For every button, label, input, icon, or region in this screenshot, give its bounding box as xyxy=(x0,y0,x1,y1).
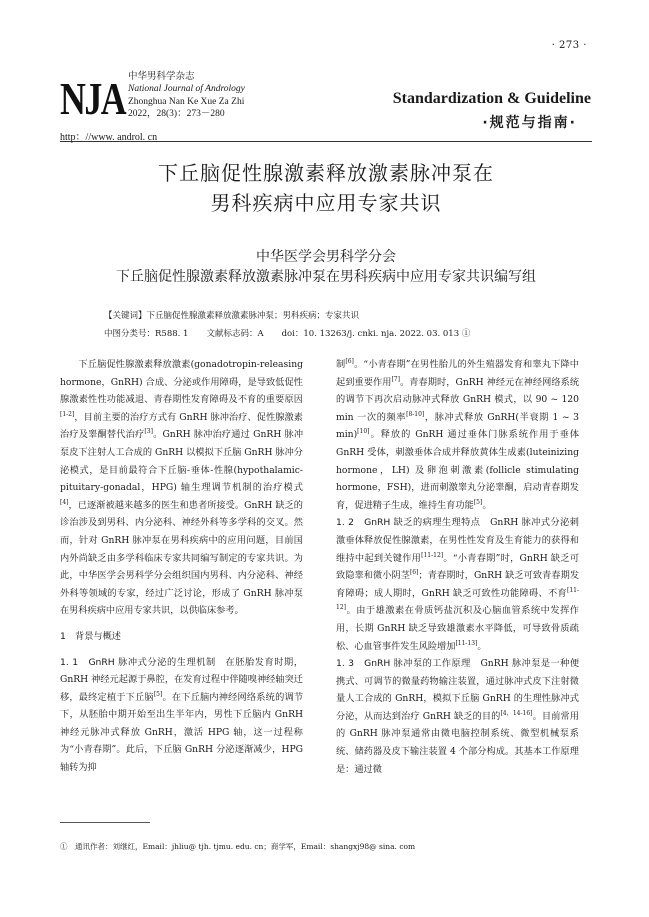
author-line-2: 下丘脑促性腺激素释放激素脉冲泵在男科疾病中应用专家共识编写组 xyxy=(116,269,536,285)
continued-paragraph: 制[6]。“小青春期”在男性胎儿的外生殖器发育和睾丸下降中起到重要作用[7]。青春期时，GnRH 神经元在神经网络系统的调节下再次启动脉冲式释放 GnRH 模式，以 90 ~ 120 min 一次的频率[8-10]，脉冲式释放 GnRH(半衰期 1 ~ 3 min)[10]。释放的 GnRH 通过垂体门脉系统作用于垂体 GnRH 受体，刺激垂体合成并释放黄体生成素(luteinizing hormone，LH) 及卵泡刺激素(follicle stimulating hormone，FSH)，进而刺激睾丸分泌睾酮，启动青春期发育，促进精子生成，维持生育功能[5]。 xyxy=(336,357,580,511)
subsection-number: 1. 2 xyxy=(336,517,354,529)
keywords-label: 【关键词】 xyxy=(104,311,147,321)
journal-name-pinyin: Zhonghua Nan Ke Xue Za Zhi xyxy=(128,96,245,107)
doccode-label: 文献标志码： xyxy=(206,329,258,339)
doccode-value: A xyxy=(257,329,264,339)
author-line-1: 中华医学会男科学分会 xyxy=(256,249,396,265)
journal-logo: NJA xyxy=(60,73,126,124)
citation: [6] xyxy=(409,569,419,577)
citation: [1-2] xyxy=(60,410,75,418)
doi-label: doi： xyxy=(281,329,304,339)
citation: [5] xyxy=(473,498,483,506)
section-title-en: Standardization & Guideline xyxy=(392,90,591,107)
citation: [4，14-16] xyxy=(500,709,533,717)
body-column-left xyxy=(60,356,303,777)
keywords-text: 下丘脑促性腺激素释放激素脉冲泵；男科疾病；专家共识 xyxy=(146,311,360,321)
citation: [11-12] xyxy=(336,586,579,612)
section-heading-1: 1 背景与概述 xyxy=(60,630,121,642)
citation: [7] xyxy=(391,375,400,383)
journal-issue: 2022，28(3)：273－280 xyxy=(128,109,225,120)
subsection-1-1: 1. 1 GnRH 脉冲式分泌的生理机制 在胚胎发育时期，GnRH 神经元起源于鼻腔，在发育过程中伴随嗅神经轴突迁移，最终定植于下丘脑[5]。在下丘脑内神经网络系统的调节下，从胚胎中期开始至出生半年内，男性下丘脑内 GnRH 神经元脉冲式释放 GnRH，激活 HPG 轴，这一过程称为“小青春期”。此后，下丘脑 GnRH 分泌逐渐减少，HPG 轴转为抑 xyxy=(60,656,304,774)
subsection-title: GnRH 脉冲式分泌的生理机制 xyxy=(88,656,216,668)
subsection-number: 1. 3 xyxy=(336,658,354,670)
page-number: · 273 · xyxy=(551,40,587,51)
citation: [10] xyxy=(357,428,370,436)
clc-label: 中图分类号： xyxy=(104,329,156,339)
subsection-number: 1. 1 xyxy=(60,656,79,668)
keywords-block xyxy=(104,307,470,343)
journal-name-zh: 中华男科学杂志 xyxy=(128,71,195,82)
subsection-title: GnRH 缺乏的病理生理特点 xyxy=(364,517,481,529)
subsection-1-3: 1. 3 GnRH 脉冲泵的工作原理 GnRH 脉冲泵是一种便携式、可调节的微量药物输注装置，通过脉冲式皮下注射微量人工合成的 GnRH，模拟下丘脑 GnRH 的生理性脉冲式分泌，从而达到治疗 GnRH 缺乏的目的[4，14-16]。目前常用的 GnRH 脉冲泵通常由微电脑控制系统、微型机械泵系统、储药器及皮下输注装置 4 个部分构成。其基本工作原理是：通过微 xyxy=(336,658,580,775)
subsection-1-2: 1. 2 GnRH 缺乏的病理生理特点 GnRH 脉冲式分泌刺激垂体释放促性腺激素，在男性性发育及生育能力的获得和维持中起到关键作用[11-12]。“小青春期”时，GnRH 缺乏可致隐睾和微小阴茎[6]；青春期时，GnRH 缺乏可致青春期发育障碍；成人期时，GnRH 缺乏可致性功能障碍、不育[11-12]。由于雄激素在骨质钙盐沉积及心脑血管系统中发挥作用，长期 GnRH 缺乏导致雄激素水平降低，可导致骨质疏松、心血管事件发生风险增加[11-13]。 xyxy=(336,517,580,652)
journal-name-en: National Journal of Andrology xyxy=(128,84,245,95)
body-column-right xyxy=(336,356,579,778)
citation: [4] xyxy=(60,498,69,506)
doi-value: 10. 13263/j. cnki. nja. 2022. 03. 013 ① xyxy=(303,329,471,339)
citation: [11-12] xyxy=(421,551,444,559)
footnote-divider xyxy=(60,822,150,823)
clc-value: R588. 1 xyxy=(155,329,189,339)
keywords-row xyxy=(104,307,470,325)
title-line-2: 男科疾病中应用专家共识 xyxy=(210,191,442,215)
citation: [11-13] xyxy=(455,639,478,647)
author-block xyxy=(60,247,592,287)
journal-info xyxy=(128,71,245,121)
classification-row xyxy=(104,325,470,343)
header-divider xyxy=(60,141,592,142)
subsection-title: GnRH 脉冲泵的工作原理 xyxy=(364,658,471,670)
citation: [3] xyxy=(144,428,153,436)
citation: [8-10] xyxy=(406,410,425,418)
journal-url: http：//www. androl. cn xyxy=(60,132,158,143)
citation: [5] xyxy=(153,690,163,698)
intro-paragraph: 下丘脑促性腺激素释放激素(gonadotropin-releasing hormone，GnRH) 合成、分泌或作用障碍，是导致低促性腺激素性性功能减退、青春期性发育障碍及不育的重要原因[1-2]，目前主要的治疗方式有 GnRH 脉冲治疗、促性腺激素治疗及睾酮替代治疗[3]。GnRH 脉冲治疗通过 GnRH 脉冲泵皮下注射人工合成的 GnRH 以模拟下丘脑 GnRH 脉冲分泌模式，是目前最符合下丘脑-垂体-性腺(hypothalamic-pituitary-gonadal，HPG) 轴生理调节机制的治疗模式[4]，已逐渐被越来越多的医生和患者所接受。GnRH 缺乏的诊治涉及到男科、内分泌科、神经外科等多学科的交叉。然而，针对 GnRH 脉冲泵在男科疾病中的应用问题，目前国内外尚缺乏由多学科临床专家共同编写制定的专家共识。为此，中华医学会男科学分会组织国内男科、内分泌科、神经外科等领域的专家，经过广泛讨论，形成了 GnRH 脉冲泵在男科疾病中应用专家共识，以供临床参考。 xyxy=(60,359,304,617)
corresponding-author-footnote: ① 通讯作者：刘继红，Email：jhliu@ tjh. tjmu. edu. cn；商学军，Email：shangxj98@ sina. com xyxy=(60,842,416,851)
citation: [6] xyxy=(345,357,354,365)
title-line-1: 下丘脑促性腺激素释放激素脉冲泵在 xyxy=(158,161,494,185)
section-title-zh: ·规范与指南· xyxy=(482,115,577,131)
article-title xyxy=(60,158,592,218)
